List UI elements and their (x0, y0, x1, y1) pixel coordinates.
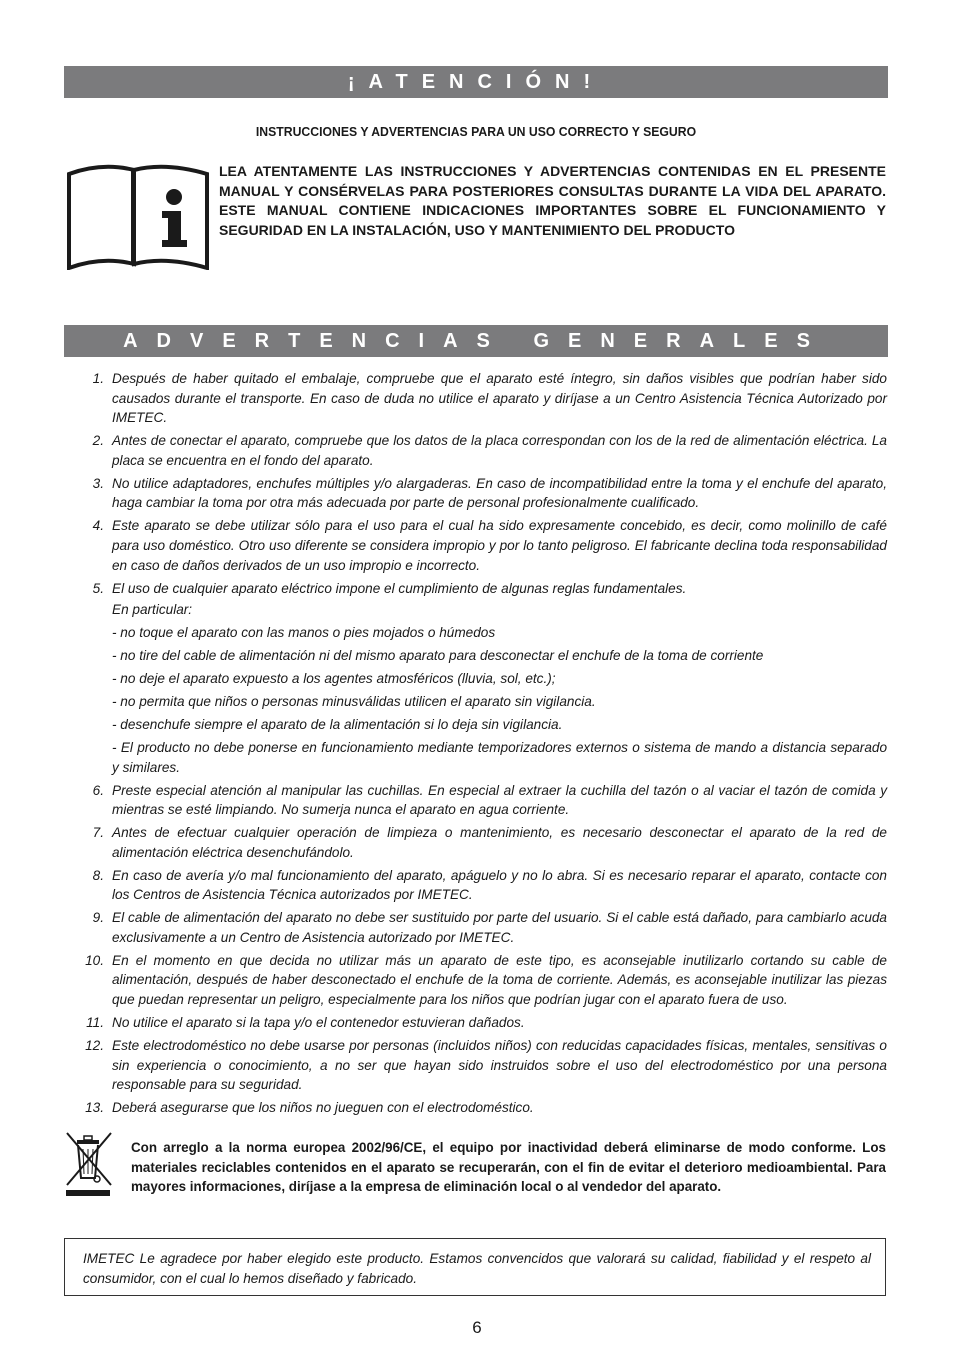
notice-line: MANUAL Y CONSÉRVELAS PARA POSTERIORES CONSULTAS DURANTE LA VIDA DEL APARATO. (219, 182, 886, 199)
sub-item: - desenchufe siempre el aparato de la alimentación si lo deja sin vigilancia. (112, 717, 563, 733)
sub-item: - no toque el aparato con las manos o pies mojados o húmedos (112, 625, 496, 641)
weee-disposal-notice: Con arreglo a la norma europea 2002/96/CE, el equipo por inactividad deberá eliminarse de modo conforme. Los materiales reciclables contenidos en el aparato se recuperarán, con el fin de evitar el deterioro medioambiental. Para mayores informaciones, diríjase a la empresa de eliminación local o al vendedor del aparato. (131, 1140, 886, 1195)
item-text: Antes de conectar el aparato, compruebe que los datos de la placa correspondan con los de la red de alimentación eléctrica. La placa se encuentra en el fondo del aparato. (112, 433, 887, 468)
list-item (76, 1013, 887, 1033)
item-number: 6. (92, 782, 104, 798)
item-text: El uso de cualquier aparato eléctrico impone el cumplimiento de algunas reglas fundamentales. (112, 580, 687, 596)
sub-item: - no deje el aparato expuesto a los agentes atmosféricos (lluvia, sol, etc.); (112, 671, 556, 687)
item-text: Después de haber quitado el embalaje, compruebe que el aparato esté íntegro, sin daños visibles que podrían haber sido causados durante el transporte. En caso de duda no utilice el aparato y diríjase a un Centro Asistencia Técnica Autorizado por IMETEC. (112, 371, 887, 426)
sub-item: - no tire del cable de alimentación ni del mismo aparato para desconectar el enchufe de la toma de corriente (112, 648, 764, 664)
sub-item: - no permita que niños o personas minusválidas utilicen el aparato sin vigilancia. (112, 694, 596, 710)
read-instructions-notice (219, 162, 886, 240)
list-item (76, 474, 887, 513)
item-number: 4. (92, 518, 104, 534)
item-text: No utilice el aparato si la tapa y/o el contenedor estuvieran dañados. (112, 1015, 525, 1031)
thanks-box (64, 1238, 886, 1296)
info-manual-icon (64, 160, 212, 270)
item-text: En caso de avería y/o mal funcionamiento del aparato, apáguelo y no lo abra. Si es necesario reparar el aparato, contacte con los Centros de Asistencia Técnica autorizados por IMETEC. (112, 867, 887, 903)
attention-banner: ¡ATENCIÓN! (64, 66, 888, 98)
item-number: 2. (92, 433, 104, 449)
list-item (76, 1036, 887, 1095)
item-number: 7. (92, 825, 104, 841)
sub-item: En particular: (112, 602, 193, 618)
item-number: 12. (85, 1038, 104, 1054)
crossed-out-bin-icon (64, 1130, 116, 1202)
item-number: 1. (92, 371, 104, 386)
item-number: 8. (92, 867, 104, 883)
item-text: El cable de alimentación del aparato no debe ser sustituido por parte del usuario. Si el cable está dañado, para cambiarlo acuda exclusivamente a un Centro de Asistencia autorizado por IMETEC. (112, 910, 887, 945)
list-item (76, 431, 887, 470)
page-number: 6 (472, 1318, 482, 1337)
instructions-subtitle: INSTRUCCIONES Y ADVERTENCIAS PARA UN USO CORRECTO Y SEGURO (255, 124, 697, 139)
item-text: No utilice adaptadores, enchufes múltiples y/o alargaderas. En caso de incompatibilidad entre la toma y el enchufe del aparato, haga cambiar la toma por otra más adecuada por parte de personal profesionalmente cualificado. (112, 475, 887, 511)
list-item (76, 1098, 887, 1118)
general-warnings-banner: ADVERTENCIAS GENERALES (64, 325, 888, 357)
item-text: Preste especial atención al manipular las cuchillas. En especial al extraer la cuchilla del tazón o al vaciar el tazón de comida y mientras se esté limpiando. No sumerja nunca el aparato en agua corriente. (112, 782, 887, 818)
item-number: 5. (92, 580, 104, 596)
list-item (76, 369, 887, 428)
item-text: Este aparato se debe utilizar sólo para el uso para el cual ha sido expresamente concebido, es decir, como molinillo de café para uso doméstico. Otro uso diferente se considera impropio y por lo tanto peligroso. El fabricante declina toda responsabilidad en caso de daños derivados de un uso impropio e incorrecto. (112, 518, 887, 573)
item-text: Antes de efectuar cualquier operación de limpieza o mantenimiento, es necesario desconectar el aparato de la red de alimentación eléctrica desenchufándolo. (112, 825, 887, 860)
warnings-list (76, 369, 887, 1121)
notice-line: ESTE MANUAL CONTIENE INDICACIONES IMPORTANTES SOBRE EL FUNCIONAMIENTO Y (219, 202, 886, 219)
item-number: 11. (86, 1015, 104, 1031)
list-item (76, 866, 887, 905)
list-item (76, 823, 887, 862)
item-text: En el momento en que decida no utilizar más un aparato de este tipo, es aconsejable inutilizarlo cortando su cable de alimentación, después de haber desconectado el enchufe de la toma de corriente. Además, es aconsejable inutilizar las piezas que puedan representar un peligro, especialmente para los niños que podrían jugar con el aparato fuera de uso. (112, 952, 887, 1008)
item-number: 3. (92, 475, 104, 491)
item-number: 10. (85, 952, 104, 968)
list-item (76, 516, 887, 575)
thanks-text: IMETEC Le agradece por haber elegido este producto. Estamos convencidos que valorará su calidad, fiabilidad y el respeto al consumidor, con el cual lo hemos diseñado y fabricado. (83, 1251, 871, 1286)
item-number: 9. (92, 910, 104, 926)
item-number: 13. (85, 1100, 104, 1116)
list-item (76, 951, 887, 1010)
list-item (76, 781, 887, 820)
list-item (76, 579, 887, 778)
notice-line: SEGURIDAD EN LA INSTALACIÓN, USO Y MANTENIMIENTO DEL PRODUCTO (219, 221, 735, 238)
item-text: Este electrodoméstico no debe usarse por personas (incluidos niños) con reducidas capacidades físicas, mentales, sensitivas o sin experiencia o conocimiento, a no ser que hayan sido instruidos sobre el uso del electrodoméstico por una persona responsable para su seguridad. (112, 1038, 887, 1093)
notice-line: LEA ATENTAMENTE LAS INSTRUCCIONES Y ADVERTENCIAS CONTENIDAS EN EL PRESENTE (219, 163, 886, 179)
sub-item: - El producto no debe ponerse en funcionamiento mediante temporizadores externos o sistema de mando a distancia separado y similares. (112, 740, 887, 775)
list-item (76, 908, 887, 947)
item-text: Deberá asegurarse que los niños no jueguen con el electrodoméstico. (112, 1100, 534, 1116)
